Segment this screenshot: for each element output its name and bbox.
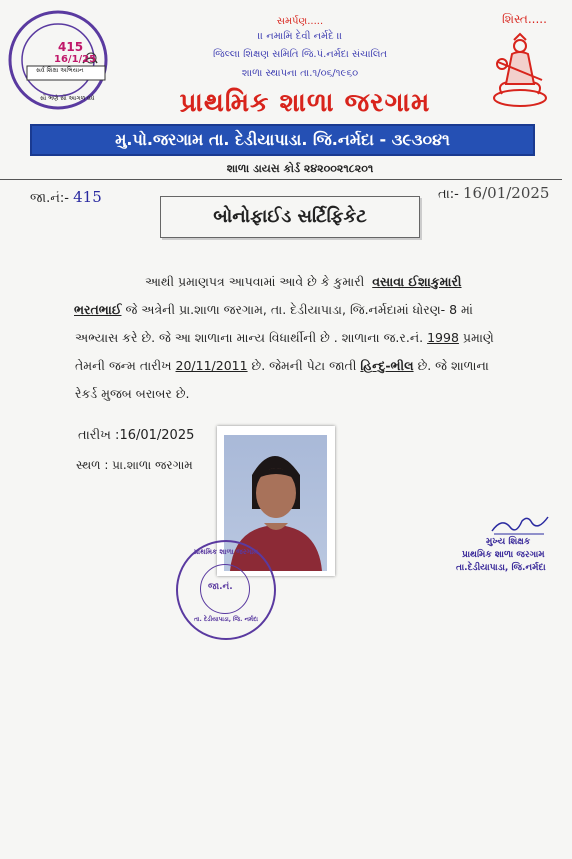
body-line-2 [74,296,545,324]
saraswati-icon [490,32,550,108]
body-text-2: જે અત્રેની પ્રા.શાળા જરગામ, તા. દેડીયાપાડા, જિ.નર્મદામાં ધોરણ- 8 માં [125,302,473,317]
caste: હિન્દુ-ભીલ [360,358,414,373]
saraswati-image [490,32,550,108]
divider [0,179,562,180]
outward-number [30,188,102,206]
outward-value: 415 [73,188,102,206]
gr-number: 1998 [427,330,459,345]
motto: ।। નમામિ દેવી નર્મદે ।। [257,31,343,42]
logo-caption: સર્વ શિક્ષા અભિયાન [36,67,84,74]
certificate-title: બોનોફાઈડ સર્ટિફિકેટ [160,196,420,238]
established-date: શાળા સ્થાપના તા.૧/૦૬/૧૯૬૦ [241,68,359,79]
certificate-body [75,268,545,408]
stamp-outward-no: 415 [58,40,84,54]
body-line-1 [75,268,545,296]
school-name: પ્રાથમિક શાળા જરગામ [179,88,431,118]
stamp-text-bottom: તા. દેડીયાપાડા, જિ. નર્મદા [194,616,258,623]
issue-date [438,184,549,202]
body-line-5: રેકર્ડ મુજબ બરાબર છે. [75,386,190,401]
body-text-4c: છે. જે શાળાના [417,358,489,373]
body-text-4: તેમની જન્મ તારીખ [75,358,172,373]
logo-tagline: સૌ ભણે સૌ આગળ વધે [40,95,95,102]
address-banner: મુ.પો.જરગામ તા. દેડીયાપાડા. જિ.નર્મદા - ૩૯૩૦૪૧ [30,124,535,156]
stamp-outward-date: 16/1/25 [54,54,97,65]
signature-school: પ્રાથમિક શાળા જરગામ [462,550,545,560]
body-text-1: આથી પ્રમાણપત્ર આપવામાં આવે છે કે કુમારી [145,274,365,289]
body-text-3: અભ્યાસ કરે છે. જે આ શાળાના માન્ય વિધાર્થીની છે . શાળાના જ.ર.નં. [75,330,424,345]
dedication: સમર્પણ..... [276,16,324,27]
round-school-stamp [176,540,276,640]
managed-by: જિલ્લા શિક્ષણ સમિતિ જિ.પં.નર્મદા સંચાલિત [212,49,388,60]
outward-label: જા.નં:- [30,191,69,206]
signature-taluka: તા.દેડીયાપાડા, જિ.નર્મદા [456,563,546,573]
body-text-4b: છે. જેમની પેટા જાતી [251,358,357,373]
body-line-3 [75,324,545,352]
date-value: 16/01/2025 [463,184,550,202]
father-name: ભરતભાઈ [74,302,122,317]
discipline-label: શિસ્ત..... [502,12,547,26]
signature-icon [490,515,550,537]
principal-signature [490,515,550,537]
stamp-text-top: પ્રાથમિક શાળા જરગામ [193,548,259,556]
signature-role: મુખ્ય શિક્ષક [486,537,531,547]
body-text-3b: પ્રમાણે [462,330,494,345]
date-label: તા:- [438,187,459,202]
stamp-center: જા.નં. [208,582,233,592]
date-of-birth: 20/11/2011 [175,358,248,373]
footer-date: તારીખ :16/01/2025 [78,428,195,443]
dise-code: શાળા ડાયસ કોર્ડ ૨૪૨૦૦૨૧૮૨૦૧ [226,162,374,175]
footer-place: સ્થળ : પ્રા.શાળા જરગામ [76,458,193,472]
body-line-4 [75,352,545,380]
student-name: વસાવા ઈશાકુમારી [372,274,462,289]
